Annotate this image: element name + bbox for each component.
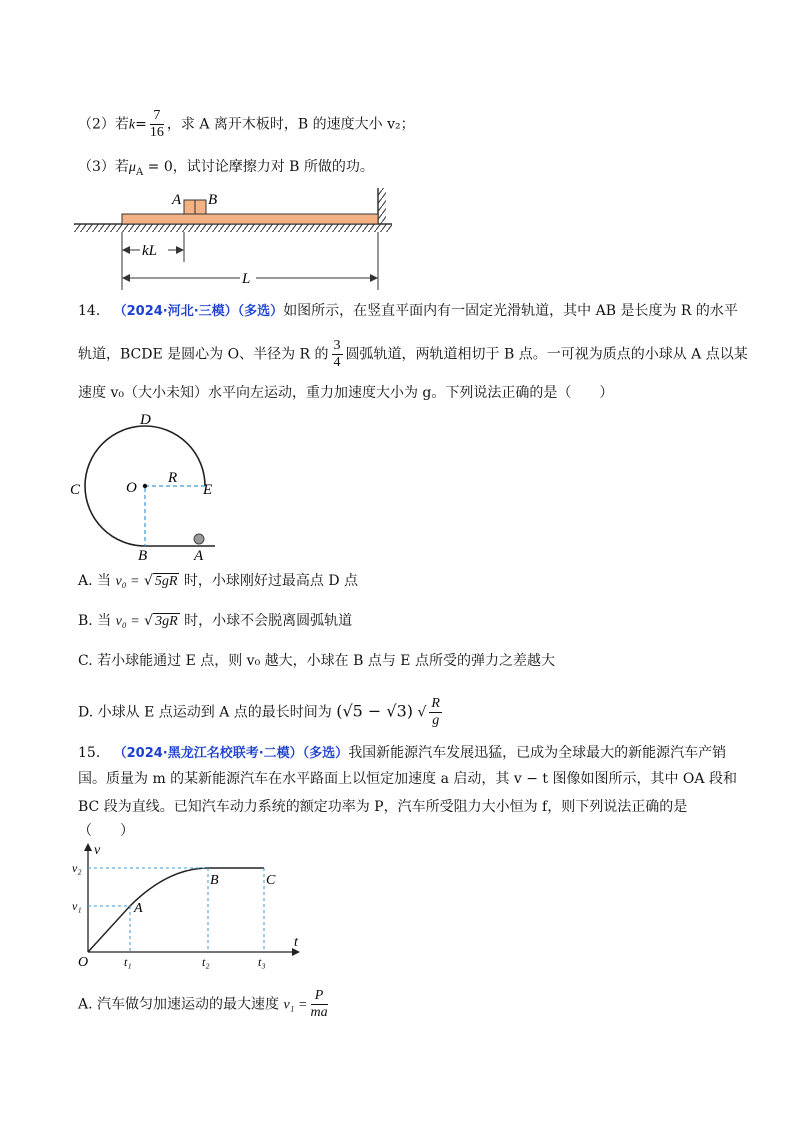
- q14-line1: 14. （2024·河北·三模）（多选）如图所示，在竖直平面内有一固定光滑轨道，其中 AB 是长度为 R 的水平: [78, 303, 738, 319]
- q14-line3: 速度 v₀（大小未知）水平向左运动，重力加速度大小为 g。下列说法正确的是（ ）: [78, 385, 614, 401]
- q14-line2: 轨道，BCDE 是圆心为 O、半径为 R 的 $\frac{3}{4}$ 圆弧轨道，两轨道相切于 B 点。一可视为质点的小球从 A 点以某: [78, 338, 748, 370]
- label-v2: v₂: [72, 861, 82, 875]
- label-t3: t₃: [258, 955, 266, 969]
- label-point-a: A: [134, 901, 143, 916]
- axis-label-v: v: [94, 843, 101, 858]
- label-d: D: [140, 412, 151, 428]
- q15-line2: 国。质量为 m 的某新能源汽车在水平路面上以恒定加速度 a 启动，其 v − t 图像如图所示，其中 OA 段和: [78, 771, 737, 787]
- label-point-c: C: [266, 873, 276, 888]
- label-t2: t₂: [202, 955, 210, 969]
- q14-option-c: C. 若小球能通过 E 点，则 v₀ 越大，小球在 B 点与 E 点所受的弹力之差越大: [78, 653, 555, 669]
- wall-hatch: [378, 188, 386, 224]
- q14-option-d: D. 小球从 E 点运动到 A 点的最长时间为 (√5 − √3) √ $\frac{R}{g}$: [78, 696, 440, 728]
- segment-oa: [88, 906, 130, 952]
- label-a-pt: A: [194, 548, 204, 563]
- board-figure: [70, 182, 400, 292]
- label-l: L: [242, 271, 251, 287]
- q15-line3: BC 段为直线。已知汽车动力系统的额定功率为 P，汽车所受阻力大小恒为 f，则下列说法正确的是: [78, 799, 688, 815]
- axis-label-t: t: [294, 935, 298, 950]
- q14-option-b: B. 当 v₀ = √ 3gR 时，小球不会脱离圆弧轨道: [78, 613, 353, 629]
- vt-graph: [68, 840, 308, 970]
- label-t1: t₁: [124, 955, 132, 969]
- label-r: R: [168, 470, 178, 486]
- fraction-r-g: $\frac{R}{g}$: [431, 696, 440, 728]
- block-a: [184, 200, 195, 214]
- label-c: C: [70, 482, 81, 498]
- q14-option-a: A. 当 v₀ = √ 5gR 时，小球刚好过最高点 D 点: [78, 573, 359, 589]
- label-origin: O: [78, 955, 89, 970]
- block-b: [195, 200, 206, 214]
- label-e: E: [203, 482, 213, 498]
- ground-hatch: [74, 224, 392, 232]
- label-v1: v₁: [72, 899, 82, 913]
- label-point-b: B: [210, 873, 219, 888]
- q15-source-tag: （2024·黑龙江名校联考·二模）（多选）: [113, 746, 349, 761]
- q15-line1: 15. （2024·黑龙江名校联考·二模）（多选）我国新能源汽车发展迅猛，已成为全球最大的新能源汽车产销: [78, 745, 727, 761]
- fraction-p-ma: $\frac{P}{ma}$: [310, 988, 328, 1020]
- label-o: O: [126, 480, 137, 496]
- label-b-pt: B: [138, 548, 148, 563]
- q15-paren: （ ）: [78, 823, 134, 839]
- q13-part3: （3）若$\mu_A = 0$，试讨论摩擦力对 B 所做的功。: [78, 159, 374, 178]
- fraction-3-4: $\frac{3}{4}$: [333, 338, 341, 370]
- label-a: A: [172, 192, 182, 208]
- ball: [194, 534, 204, 544]
- center-point: [143, 484, 147, 488]
- fraction-7-16: $\frac{7}{16}$: [149, 108, 164, 140]
- q14-source-tag: （2024·河北·三模）（多选）: [113, 304, 284, 319]
- circular-track-figure: [60, 408, 230, 563]
- label-kl: kL: [142, 243, 157, 259]
- q15-option-a: A. 汽车做匀加速运动的最大速度 v₁ = $\frac{P}{ma}$: [78, 988, 328, 1020]
- plank: [122, 214, 378, 224]
- q13-part2: （2）若k= $\frac{7}{16}$ ，求 A 离开木板时，B 的速度大小 v₂；: [78, 108, 415, 140]
- label-b: B: [208, 192, 218, 208]
